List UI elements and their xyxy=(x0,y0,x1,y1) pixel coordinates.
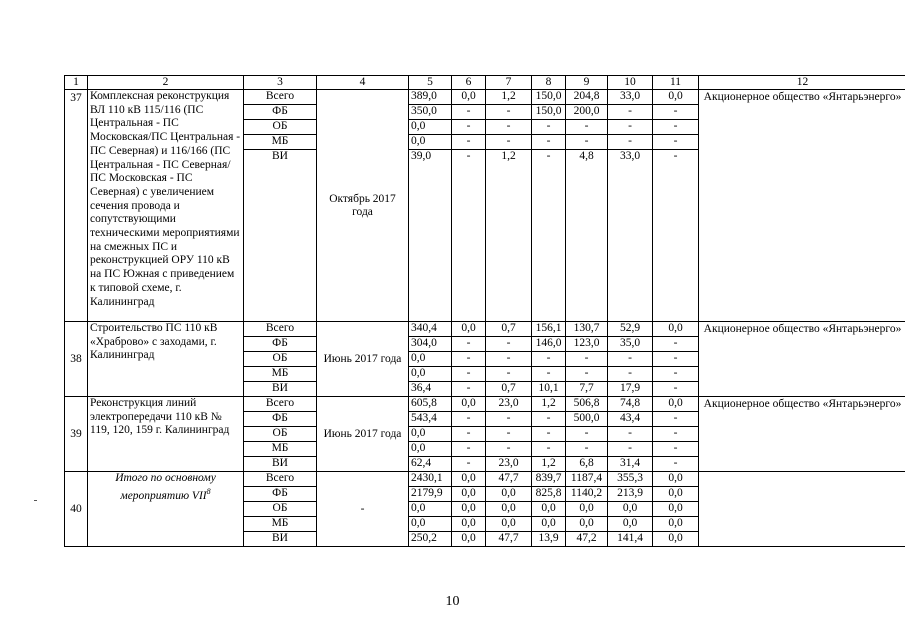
source-label: ВИ xyxy=(244,382,317,397)
value-cell: 156,1 xyxy=(532,322,566,337)
value-cell: 2430,1 xyxy=(409,472,452,487)
value-cell: - xyxy=(452,382,486,397)
value-cell: 0,0 xyxy=(653,397,699,412)
value-cell: 1187,4 xyxy=(566,472,608,487)
value-cell: 0,0 xyxy=(452,532,486,547)
value-cell: 0,0 xyxy=(452,397,486,412)
row-description xyxy=(88,472,244,547)
value-cell: 0,0 xyxy=(452,487,486,502)
value-cell: 0,0 xyxy=(608,517,653,532)
value-cell: 52,9 xyxy=(608,322,653,337)
row-number: 38 xyxy=(65,322,88,397)
value-cell: 0,0 xyxy=(452,517,486,532)
value-cell: - xyxy=(653,457,699,472)
source-label: МБ xyxy=(244,367,317,382)
value-cell: 200,0 xyxy=(566,105,608,120)
value-cell: 1,2 xyxy=(486,90,532,105)
value-cell: - xyxy=(452,105,486,120)
responsible-organization xyxy=(699,472,905,547)
value-cell: - xyxy=(452,337,486,352)
value-cell: 0,0 xyxy=(486,517,532,532)
row-number: 39 xyxy=(65,397,88,472)
description-text: Итого по основному мероприятию VII xyxy=(115,472,216,502)
column-header: 7 xyxy=(486,76,532,90)
value-cell: 47,7 xyxy=(486,532,532,547)
value-cell: - xyxy=(653,150,699,322)
value-cell: 23,0 xyxy=(486,397,532,412)
value-cell: 0,0 xyxy=(409,442,452,457)
value-cell: - xyxy=(532,442,566,457)
value-cell: - xyxy=(532,150,566,322)
source-label: ВИ xyxy=(244,532,317,547)
column-header: 6 xyxy=(452,76,486,90)
table-row xyxy=(65,322,905,337)
source-label: Всего xyxy=(244,397,317,412)
value-cell: - xyxy=(653,352,699,367)
description-text: Строительство ПС 110 кВ «Храброво» с заходами, г. Калининград xyxy=(90,322,218,362)
value-cell: - xyxy=(566,427,608,442)
value-cell: 6,8 xyxy=(566,457,608,472)
column-header: 3 xyxy=(244,76,317,90)
deadline: Июнь 2017 года xyxy=(317,322,409,397)
value-cell: - xyxy=(608,427,653,442)
value-cell: 506,8 xyxy=(566,397,608,412)
value-cell: 0,0 xyxy=(653,472,699,487)
source-label: Всего xyxy=(244,90,317,105)
row-number: 37 xyxy=(65,90,88,322)
program-table xyxy=(64,75,905,547)
value-cell: 0,0 xyxy=(532,502,566,517)
value-cell: 36,4 xyxy=(409,382,452,397)
source-label: ФБ xyxy=(244,412,317,427)
row-description xyxy=(88,397,244,472)
value-cell: 1140,2 xyxy=(566,487,608,502)
source-label: МБ xyxy=(244,517,317,532)
value-cell: 17,9 xyxy=(608,382,653,397)
value-cell: - xyxy=(608,352,653,367)
source-label: ФБ xyxy=(244,487,317,502)
row-description xyxy=(88,322,244,397)
responsible-organization: Акционерное общество «Янтарьэнерго» xyxy=(699,90,905,322)
value-cell: 0,0 xyxy=(452,322,486,337)
column-header: 5 xyxy=(409,76,452,90)
value-cell: - xyxy=(653,337,699,352)
value-cell: - xyxy=(653,135,699,150)
value-cell: - xyxy=(566,352,608,367)
value-cell: - xyxy=(532,352,566,367)
source-label: Всего xyxy=(244,322,317,337)
value-cell: - xyxy=(486,367,532,382)
table-row xyxy=(65,90,905,105)
source-label: ФБ xyxy=(244,337,317,352)
value-cell: 35,0 xyxy=(608,337,653,352)
value-cell: 141,4 xyxy=(608,532,653,547)
source-label: ВИ xyxy=(244,150,317,322)
value-cell: - xyxy=(532,120,566,135)
value-cell: 74,8 xyxy=(608,397,653,412)
value-cell: - xyxy=(452,135,486,150)
value-cell: 350,0 xyxy=(409,105,452,120)
value-cell: - xyxy=(608,135,653,150)
value-cell: 150,0 xyxy=(532,90,566,105)
description-text: Реконструкция линий электропередачи 110 кВ № 119, 120, 159 г. Калининград xyxy=(90,397,230,437)
value-cell: 0,0 xyxy=(653,90,699,105)
value-cell: 0,0 xyxy=(486,487,532,502)
value-cell: 0,0 xyxy=(608,502,653,517)
value-cell: 0,0 xyxy=(409,502,452,517)
value-cell: 825,8 xyxy=(532,487,566,502)
value-cell: 0,0 xyxy=(452,472,486,487)
value-cell: 1,2 xyxy=(486,150,532,322)
value-cell: - xyxy=(452,412,486,427)
value-cell: - xyxy=(532,135,566,150)
value-cell: - xyxy=(486,412,532,427)
value-cell: 0,0 xyxy=(409,427,452,442)
value-cell: - xyxy=(452,427,486,442)
value-cell: - xyxy=(486,135,532,150)
value-cell: 39,0 xyxy=(409,150,452,322)
row-number: 40 xyxy=(65,472,88,547)
value-cell: 0,0 xyxy=(532,517,566,532)
table-row xyxy=(65,397,905,412)
value-cell: 150,0 xyxy=(532,105,566,120)
value-cell: 31,4 xyxy=(608,457,653,472)
responsible-organization: Акционерное общество «Янтарьэнерго» xyxy=(699,397,905,472)
value-cell: 0,0 xyxy=(566,502,608,517)
value-cell: 304,0 xyxy=(409,337,452,352)
row-description xyxy=(88,90,244,322)
source-label: МБ xyxy=(244,442,317,457)
value-cell: 47,7 xyxy=(486,472,532,487)
column-header: 2 xyxy=(88,76,244,90)
source-label: ВИ xyxy=(244,457,317,472)
value-cell: - xyxy=(486,337,532,352)
value-cell: - xyxy=(486,105,532,120)
column-header: 12 xyxy=(699,76,905,90)
value-cell: - xyxy=(653,120,699,135)
value-cell: - xyxy=(653,427,699,442)
value-cell: - xyxy=(566,120,608,135)
deadline: Октябрь 2017 года xyxy=(317,90,409,322)
value-cell: - xyxy=(653,382,699,397)
source-label: ФБ xyxy=(244,105,317,120)
value-cell: - xyxy=(653,442,699,457)
value-cell: 0,0 xyxy=(409,352,452,367)
value-cell: - xyxy=(653,412,699,427)
value-cell: 0,0 xyxy=(409,367,452,382)
value-cell: 13,9 xyxy=(532,532,566,547)
header-row xyxy=(65,76,905,90)
value-cell: 7,7 xyxy=(566,382,608,397)
value-cell: 0,0 xyxy=(653,532,699,547)
value-cell: - xyxy=(566,135,608,150)
value-cell: - xyxy=(653,367,699,382)
value-cell: 0,0 xyxy=(566,517,608,532)
value-cell: 33,0 xyxy=(608,90,653,105)
column-header: 1 xyxy=(65,76,88,90)
value-cell: 4,8 xyxy=(566,150,608,322)
footnote-mark: 8 xyxy=(206,487,211,496)
value-cell: - xyxy=(608,367,653,382)
value-cell: 123,0 xyxy=(566,337,608,352)
value-cell: - xyxy=(608,442,653,457)
column-header: 11 xyxy=(653,76,699,90)
value-cell: 0,0 xyxy=(409,120,452,135)
value-cell: 47,2 xyxy=(566,532,608,547)
value-cell: - xyxy=(566,442,608,457)
value-cell: - xyxy=(452,367,486,382)
value-cell: - xyxy=(532,367,566,382)
value-cell: 543,4 xyxy=(409,412,452,427)
value-cell: - xyxy=(532,427,566,442)
value-cell: 204,8 xyxy=(566,90,608,105)
deadline: Июнь 2017 года xyxy=(317,397,409,472)
value-cell: 839,7 xyxy=(532,472,566,487)
source-label: МБ xyxy=(244,135,317,150)
value-cell: 43,4 xyxy=(608,412,653,427)
value-cell: 23,0 xyxy=(486,457,532,472)
value-cell: - xyxy=(452,150,486,322)
value-cell: 0,0 xyxy=(409,135,452,150)
value-cell: 0,7 xyxy=(486,322,532,337)
source-label: Всего xyxy=(244,472,317,487)
value-cell: 213,9 xyxy=(608,487,653,502)
description-text: Комплексная реконструкция ВЛ 110 кВ 115/116 (ПС Центральная - ПС Московская/ПС Центральная - ПС Северная) и 116/166 (ПС Центральная - ПС Северная/ПС Московская - ПС Северная) с увеличением сечения провода и сопутствующими техническими мероприятиями на смежных ПС и реконструкцией ОРУ 110 кВ на ПС Южная с приведением к типовой схеме, г. Калининград xyxy=(90,90,241,308)
value-cell: - xyxy=(486,427,532,442)
value-cell: - xyxy=(608,120,653,135)
source-label: ОБ xyxy=(244,352,317,367)
value-cell: - xyxy=(566,367,608,382)
value-cell: - xyxy=(608,105,653,120)
value-cell: 146,0 xyxy=(532,337,566,352)
value-cell: - xyxy=(452,352,486,367)
value-cell: 130,7 xyxy=(566,322,608,337)
deadline: - xyxy=(317,472,409,547)
value-cell: 605,8 xyxy=(409,397,452,412)
value-cell: 250,2 xyxy=(409,532,452,547)
column-header: 4 xyxy=(317,76,409,90)
value-cell: - xyxy=(653,105,699,120)
value-cell: 0,0 xyxy=(409,517,452,532)
value-cell: 355,3 xyxy=(608,472,653,487)
scan-mark xyxy=(34,500,37,501)
value-cell: 0,0 xyxy=(452,502,486,517)
value-cell: 2179,9 xyxy=(409,487,452,502)
value-cell: - xyxy=(452,442,486,457)
value-cell: 0,0 xyxy=(653,322,699,337)
value-cell: 33,0 xyxy=(608,150,653,322)
value-cell: - xyxy=(532,412,566,427)
table-row xyxy=(65,472,905,487)
value-cell: - xyxy=(486,352,532,367)
value-cell: 0,0 xyxy=(653,487,699,502)
source-label: ОБ xyxy=(244,427,317,442)
value-cell: 10,1 xyxy=(532,382,566,397)
value-cell: - xyxy=(452,457,486,472)
value-cell: 1,2 xyxy=(532,457,566,472)
value-cell: - xyxy=(486,120,532,135)
value-cell: 0,0 xyxy=(653,517,699,532)
value-cell: 500,0 xyxy=(566,412,608,427)
value-cell: 62,4 xyxy=(409,457,452,472)
source-label: ОБ xyxy=(244,120,317,135)
value-cell: 389,0 xyxy=(409,90,452,105)
column-header: 9 xyxy=(566,76,608,90)
column-header: 8 xyxy=(532,76,566,90)
value-cell: - xyxy=(486,442,532,457)
value-cell: 0,0 xyxy=(486,502,532,517)
column-header: 10 xyxy=(608,76,653,90)
value-cell: 0,0 xyxy=(653,502,699,517)
value-cell: - xyxy=(452,120,486,135)
value-cell: 1,2 xyxy=(532,397,566,412)
value-cell: 0,0 xyxy=(452,90,486,105)
value-cell: 340,4 xyxy=(409,322,452,337)
responsible-organization: Акционерное общество «Янтарьэнерго» xyxy=(699,322,905,397)
source-label: ОБ xyxy=(244,502,317,517)
value-cell: 0,7 xyxy=(486,382,532,397)
page-number: 10 xyxy=(445,594,460,609)
